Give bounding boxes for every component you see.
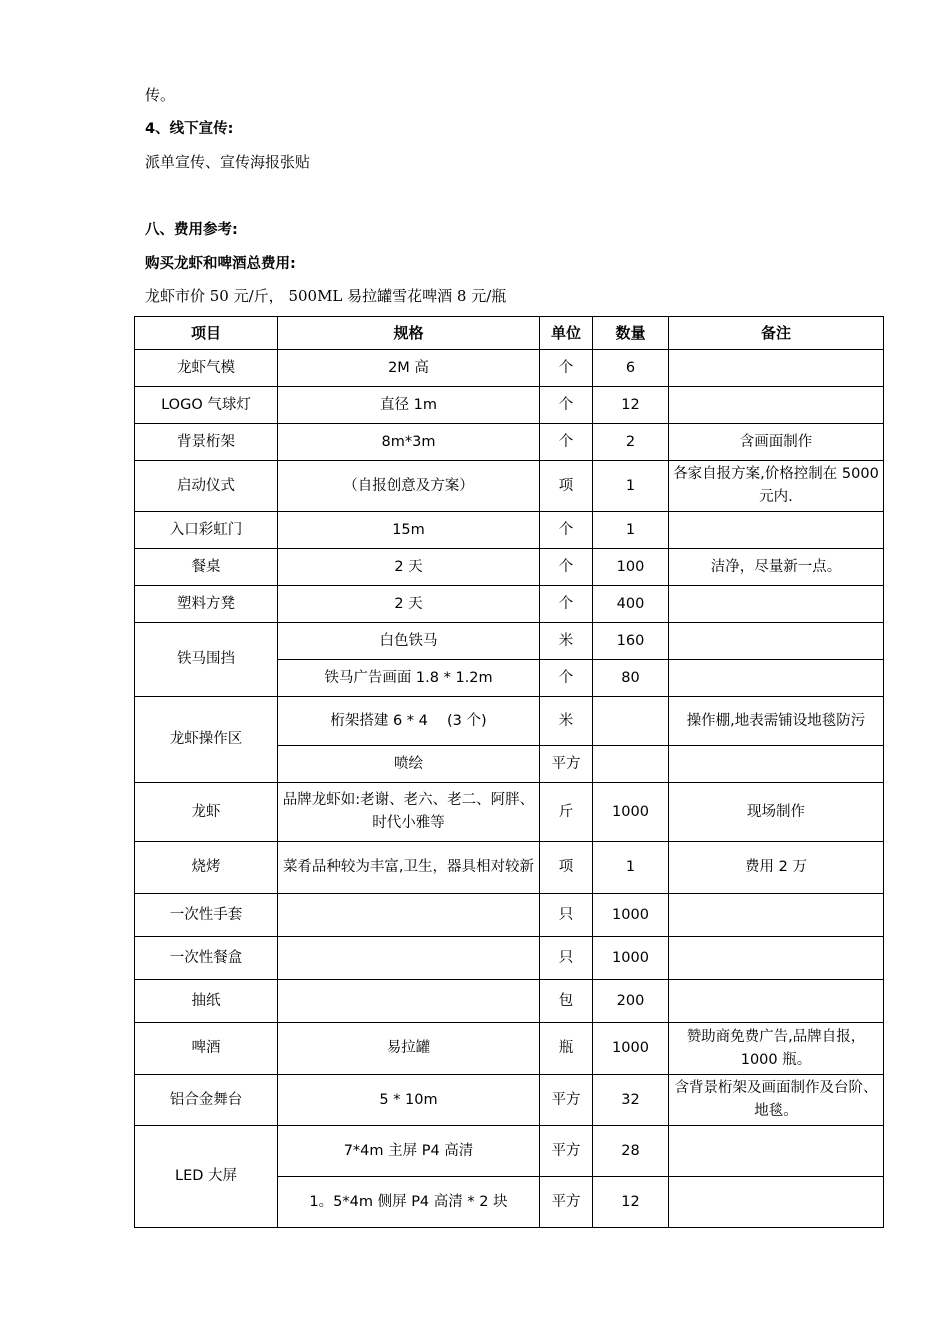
cell-spec: 2 天 xyxy=(278,549,540,586)
header-note: 备注 xyxy=(669,317,884,350)
cell-unit: 瓶 xyxy=(540,1023,593,1075)
cell-qty: 2 xyxy=(593,424,669,461)
cell-qty: 1 xyxy=(593,842,669,894)
table-header-row xyxy=(135,317,884,350)
cell-unit: 斤 xyxy=(540,783,593,842)
cell-qty: 32 xyxy=(593,1075,669,1126)
cell-qty: 100 xyxy=(593,549,669,586)
cell-item: 龙虾气模 xyxy=(135,350,278,387)
header-item: 项目 xyxy=(135,317,278,350)
cell-unit: 平方 xyxy=(540,1075,593,1126)
cell-unit: 个 xyxy=(540,586,593,623)
cell-note xyxy=(669,894,884,937)
cell-spec: 直径 1m xyxy=(278,387,540,424)
table-row xyxy=(135,623,884,660)
cell-item: 龙虾 xyxy=(135,783,278,842)
text-price-reference: 龙虾市价 50 元/斤， 500ML 易拉罐雪花啤酒 8 元/瓶 xyxy=(145,287,507,305)
cell-unit: 个 xyxy=(540,350,593,387)
cell-item: 一次性餐盒 xyxy=(135,937,278,980)
header-spec: 规格 xyxy=(278,317,540,350)
cell-item: 塑料方凳 xyxy=(135,586,278,623)
cell-unit: 个 xyxy=(540,549,593,586)
cell-qty xyxy=(593,746,669,783)
cell-spec xyxy=(278,980,540,1023)
cell-note xyxy=(669,387,884,424)
cell-spec: 7*4m 主屏 P4 高清 xyxy=(278,1126,540,1177)
text-line-1: 传。 xyxy=(145,86,176,104)
cell-unit: 个 xyxy=(540,660,593,697)
cell-note: 费用 2 万 xyxy=(669,842,884,894)
cell-note xyxy=(669,746,884,783)
cell-unit: 项 xyxy=(540,461,593,512)
cell-unit: 米 xyxy=(540,623,593,660)
cell-item: 背景桁架 xyxy=(135,424,278,461)
cell-spec: （自报创意及方案） xyxy=(278,461,540,512)
cell-spec: 1。5*4m 侧屏 P4 高清 * 2 块 xyxy=(278,1177,540,1228)
cell-note: 各家自报方案,价格控制在 5000 元内. xyxy=(669,461,884,512)
table-row xyxy=(135,894,884,937)
cell-item: 啤酒 xyxy=(135,1023,278,1075)
cell-qty xyxy=(593,697,669,746)
header-unit: 单位 xyxy=(540,317,593,350)
cell-item: 龙虾操作区 xyxy=(135,697,278,783)
cell-item: 烧烤 xyxy=(135,842,278,894)
cell-unit: 平方 xyxy=(540,746,593,783)
cell-item: 启动仪式 xyxy=(135,461,278,512)
cell-spec: 15m xyxy=(278,512,540,549)
cell-note: 操作棚,地表需铺设地毯防污 xyxy=(669,697,884,746)
cell-note: 赞助商免费广告,品牌自报，1000 瓶。 xyxy=(669,1023,884,1075)
cell-spec: 2 天 xyxy=(278,586,540,623)
cell-item: LED 大屏 xyxy=(135,1126,278,1228)
cell-note: 含背景桁架及画面制作及台阶、地毯。 xyxy=(669,1075,884,1126)
cell-note xyxy=(669,1126,884,1177)
cell-qty: 160 xyxy=(593,623,669,660)
table-row xyxy=(135,1023,884,1075)
header-qty: 数量 xyxy=(593,317,669,350)
cell-qty: 80 xyxy=(593,660,669,697)
cell-spec xyxy=(278,894,540,937)
cell-qty: 1000 xyxy=(593,1023,669,1075)
cell-spec: 白色铁马 xyxy=(278,623,540,660)
cell-spec: 5 * 10m xyxy=(278,1075,540,1126)
cell-item: 铝合金舞台 xyxy=(135,1075,278,1126)
cell-unit: 米 xyxy=(540,697,593,746)
cell-note xyxy=(669,623,884,660)
cell-qty: 400 xyxy=(593,586,669,623)
cell-note: 现场制作 xyxy=(669,783,884,842)
cell-unit: 个 xyxy=(540,424,593,461)
cell-qty: 1 xyxy=(593,512,669,549)
cell-qty: 1000 xyxy=(593,937,669,980)
table-row xyxy=(135,980,884,1023)
cell-unit: 只 xyxy=(540,937,593,980)
section-heading-costs: 八、费用参考: xyxy=(145,222,238,238)
cell-spec xyxy=(278,937,540,980)
table-row xyxy=(135,937,884,980)
cell-note: 洁净，尽量新一点。 xyxy=(669,549,884,586)
table-row xyxy=(135,350,884,387)
cell-spec: 8m*3m xyxy=(278,424,540,461)
cell-unit: 包 xyxy=(540,980,593,1023)
cell-qty: 12 xyxy=(593,1177,669,1228)
table-row xyxy=(135,387,884,424)
table-row xyxy=(135,424,884,461)
table-row xyxy=(135,512,884,549)
table-row xyxy=(135,549,884,586)
cell-unit: 项 xyxy=(540,842,593,894)
cell-note xyxy=(669,586,884,623)
cell-spec: 品牌龙虾如:老谢、老六、老二、阿胖、时代小雅等 xyxy=(278,783,540,842)
table-row xyxy=(135,783,884,842)
cell-item: 抽纸 xyxy=(135,980,278,1023)
cell-spec: 菜肴品种较为丰富,卫生，器具相对较新 xyxy=(278,842,540,894)
cell-qty: 1000 xyxy=(593,894,669,937)
table-row xyxy=(135,461,884,512)
text-line-3: 派单宣传、宣传海报张贴 xyxy=(145,153,311,171)
cell-unit: 只 xyxy=(540,894,593,937)
cell-spec: 2M 高 xyxy=(278,350,540,387)
cell-qty: 1 xyxy=(593,461,669,512)
cell-item: 铁马围挡 xyxy=(135,623,278,697)
cell-item: 一次性手套 xyxy=(135,894,278,937)
cell-item: 餐桌 xyxy=(135,549,278,586)
cell-spec: 易拉罐 xyxy=(278,1023,540,1075)
table-row xyxy=(135,697,884,746)
cell-item: 入口彩虹门 xyxy=(135,512,278,549)
cell-note: 含画面制作 xyxy=(669,424,884,461)
cell-qty: 1000 xyxy=(593,783,669,842)
cell-spec: 桁架搭建 6 * 4 (3 个) xyxy=(278,697,540,746)
cell-note xyxy=(669,660,884,697)
cell-unit: 个 xyxy=(540,512,593,549)
cell-unit: 平方 xyxy=(540,1126,593,1177)
cost-table xyxy=(134,316,884,1228)
cell-spec: 喷绘 xyxy=(278,746,540,783)
cell-qty: 6 xyxy=(593,350,669,387)
section-heading-offline: 4、线下宣传: xyxy=(145,121,234,137)
cell-unit: 平方 xyxy=(540,1177,593,1228)
cell-note xyxy=(669,350,884,387)
cell-note xyxy=(669,1177,884,1228)
cell-spec: 铁马广告画面 1.8 * 1.2m xyxy=(278,660,540,697)
cell-note xyxy=(669,937,884,980)
cell-note xyxy=(669,980,884,1023)
cell-qty: 200 xyxy=(593,980,669,1023)
table-row xyxy=(135,842,884,894)
cell-qty: 28 xyxy=(593,1126,669,1177)
table-row xyxy=(135,1126,884,1177)
table-row xyxy=(135,1075,884,1126)
cell-item: LOGO 气球灯 xyxy=(135,387,278,424)
table-row xyxy=(135,586,884,623)
subheading-total-costs: 购买龙虾和啤酒总费用: xyxy=(145,256,296,272)
cell-qty: 12 xyxy=(593,387,669,424)
cell-note xyxy=(669,512,884,549)
cell-unit: 个 xyxy=(540,387,593,424)
